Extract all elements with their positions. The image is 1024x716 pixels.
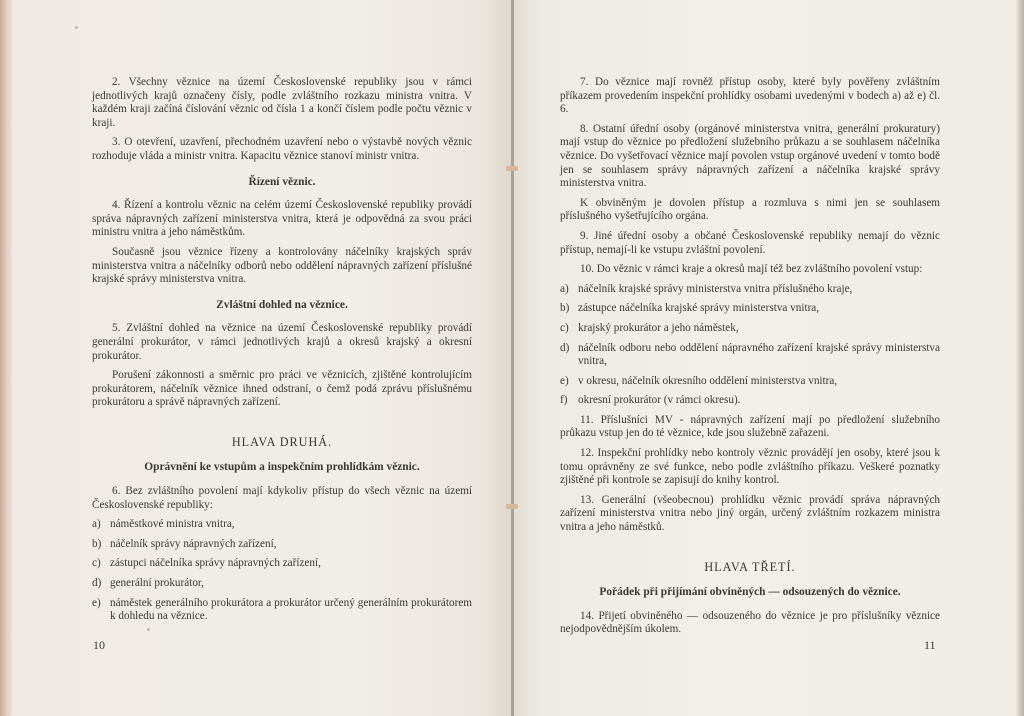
list-marker: a)	[92, 518, 101, 531]
paragraph-13: 13. Generální (všeobecnou) prohlídku věznic provádí správa nápravných zařízení ministerstva vnitra nebo jiný orgán, určený zvláštním rozkazem ministra vnitra a jeho náměstků.	[560, 493, 940, 534]
book-edge-right	[1016, 0, 1024, 716]
list-text: náčelník odboru nebo oddělení nápravného zařízení krajské správy ministerstva vnitra,	[578, 341, 940, 368]
page-number-right: 11	[924, 638, 936, 652]
paragraph-5b: Porušení zákonnosti a směrnic pro práci ve věznicích, zjištěné kontrolujícím prokurátorem, náčelník věznice ihned odstraní, o čemž podá zprávu příslušnému prokurátoru a správě nápravných zařízení.	[92, 369, 472, 409]
list-item	[560, 302, 940, 316]
right-page-text	[560, 76, 940, 643]
paragraph-12: 12. Inspekční prohlídky nebo kontroly věznic provádějí jen osoby, které jsou k tomu oprávněny ze své funkce, nebo podle zvláštního příkazu. Veškeré poznatky zjištěné při kontrole se zapisují do knihy kontrol.	[560, 447, 940, 487]
list-marker: a)	[560, 282, 569, 295]
section-heading-poradek: Pořádek při přijímání obviněných — odsouzených do věznice.	[599, 586, 901, 599]
list-marker: b)	[92, 537, 102, 550]
list-item	[560, 322, 940, 336]
list-text: náčelník správy nápravných zařízení,	[110, 537, 277, 550]
list-text: okresní prokurátor (v rámci okresu).	[578, 394, 741, 407]
list-marker: d)	[560, 341, 570, 354]
list-item	[560, 283, 940, 297]
staple-bottom	[506, 504, 518, 509]
list-item	[560, 375, 940, 389]
list-marker: b)	[560, 302, 570, 315]
paragraph-9: 9. Jiné úřední osoby a občané Československé republiky nemají do věznic přístup, nemají-li ke vstupu zvláštní povolení.	[560, 229, 940, 256]
page-number-left: 10	[93, 638, 105, 652]
list-article-10	[560, 283, 940, 408]
paragraph-6: 6. Bez zvláštního povolení mají kdykoliv přístup do všech věznic na území Československé republiky:	[92, 485, 472, 511]
list-item	[92, 557, 472, 571]
paragraph-3: 3. O otevření, uzavření, přechodném uzavření nebo o výstavbě nových věznic rozhoduje vláda a ministr vnitra. Kapacitu věznice stanoví ministr vnitra.	[92, 136, 472, 162]
list-text: generální prokurátor,	[110, 577, 204, 590]
staple-top	[506, 166, 518, 171]
chapter-heading-druha: HLAVA DRUHÁ.	[231, 434, 333, 449]
list-marker: d)	[92, 577, 102, 590]
section-heading-rizeni: Řízení věznic.	[248, 175, 316, 188]
list-text: náměstkové ministra vnitra,	[110, 518, 235, 531]
book-gutter	[511, 0, 514, 716]
section-heading-opravneni: Oprávnění ke vstupům a inspekčním prohlídkám věznic.	[144, 461, 420, 474]
chapter-heading-treti: HLAVA TŘETÍ.	[704, 559, 796, 574]
list-article-6	[92, 518, 472, 624]
list-item	[92, 597, 472, 624]
list-item	[560, 342, 940, 369]
list-marker: c)	[560, 321, 569, 334]
list-item	[560, 394, 940, 408]
paragraph-14: 14. Přijetí obviněného — odsouzeného do věznice je pro příslušníky věznice nejodpovědnějším úkolem.	[560, 609, 940, 636]
list-marker: c)	[92, 557, 101, 570]
paragraph-4: 4. Řízení a kontrolu věznic na celém území Československé republiky provádí správa nápravných zařízení ministerstva vnitra, která je odpovědná za svou práci ministru vnitra a jeho náměstkům.	[92, 199, 472, 239]
list-text: krajský prokurátor a jeho náměstek,	[578, 321, 739, 334]
paragraph-4b: Současně jsou věznice řízeny a kontrolovány náčelníky krajských správ ministerstva vnitra a náčelníky odborů nebo oddělení nápravných zařízení příslušné krajské správy ministerstva vnitra.	[92, 245, 472, 286]
list-marker: e)	[560, 374, 569, 387]
paragraph-7: 7. Do věznice mají rovněž přístup osoby, které byly pověřeny zvláštním příkazem provedením inspekční prohlídky osobami uvedenými v bodech a) až e) čl. 6.	[560, 76, 940, 116]
list-marker: f)	[560, 394, 568, 407]
list-text: náměstek generálního prokurátora a prokurátor určený generálním prokurátorem k dohledu na věznice.	[110, 596, 472, 623]
list-marker: e)	[92, 596, 101, 609]
paragraph-5: 5. Zvláštní dohled na věznice na území Československé republiky provádí generální prokurátor, v rámci jednotlivých krajů a okresů krajský a okresní prokurátor.	[92, 322, 472, 362]
list-item	[92, 577, 472, 591]
section-heading-dohled: Zvláštní dohled na věznice.	[216, 298, 348, 311]
paragraph-8b: K obviněným je dovolen přístup a rozmluva s nimi jen se souhlasem příslušného vyšetřujícího orgána.	[560, 196, 940, 223]
paragraph-11: 11. Příslušníci MV - nápravných zařízení mají po předložení služebního průkazu vstup jen do té věznice, kde jsou služebně zařazeni.	[560, 413, 940, 440]
list-text: v okresu, náčelník okresního oddělení ministerstva vnitra,	[578, 374, 838, 387]
paragraph-10: 10. Do věznic v rámci kraje a okresů mají též bez zvláštního povolení vstup:	[580, 263, 923, 276]
left-page-text	[92, 76, 472, 630]
list-item	[92, 518, 472, 532]
list-text: zástupce náčelníka krajské správy ministerstva vnitra,	[578, 302, 820, 315]
paragraph-8: 8. Ostatní úřední osoby (orgánové ministerstva vnitra, generální prokuratury) mají vstup do věznice po předložení služebního průkazu a se souhlasem náčelníka věznice. Do vyšetřovací věznice mají povolen vstup orgánové uvedení v tomto bodě jen se souhlasem správy nápravných zařízení a náčelníka krajské správy ministerstva vnitra.	[560, 122, 940, 190]
list-text: náčelník krajské správy ministerstva vnitra příslušného kraje,	[578, 282, 853, 295]
paragraph-2: 2. Všechny věznice na území Československé republiky jsou v rámci jednotlivých krajů označeny čísly, podle zvláštního rozkazu ministra vnitra. V každém kraji začíná číslování věznic od čísla 1 a končí číslem podle počtu věznic v kraji.	[92, 76, 472, 129]
list-text: zástupci náčelníka správy nápravných zařízení,	[110, 557, 321, 570]
paper-speck	[75, 26, 78, 29]
list-item	[92, 538, 472, 552]
